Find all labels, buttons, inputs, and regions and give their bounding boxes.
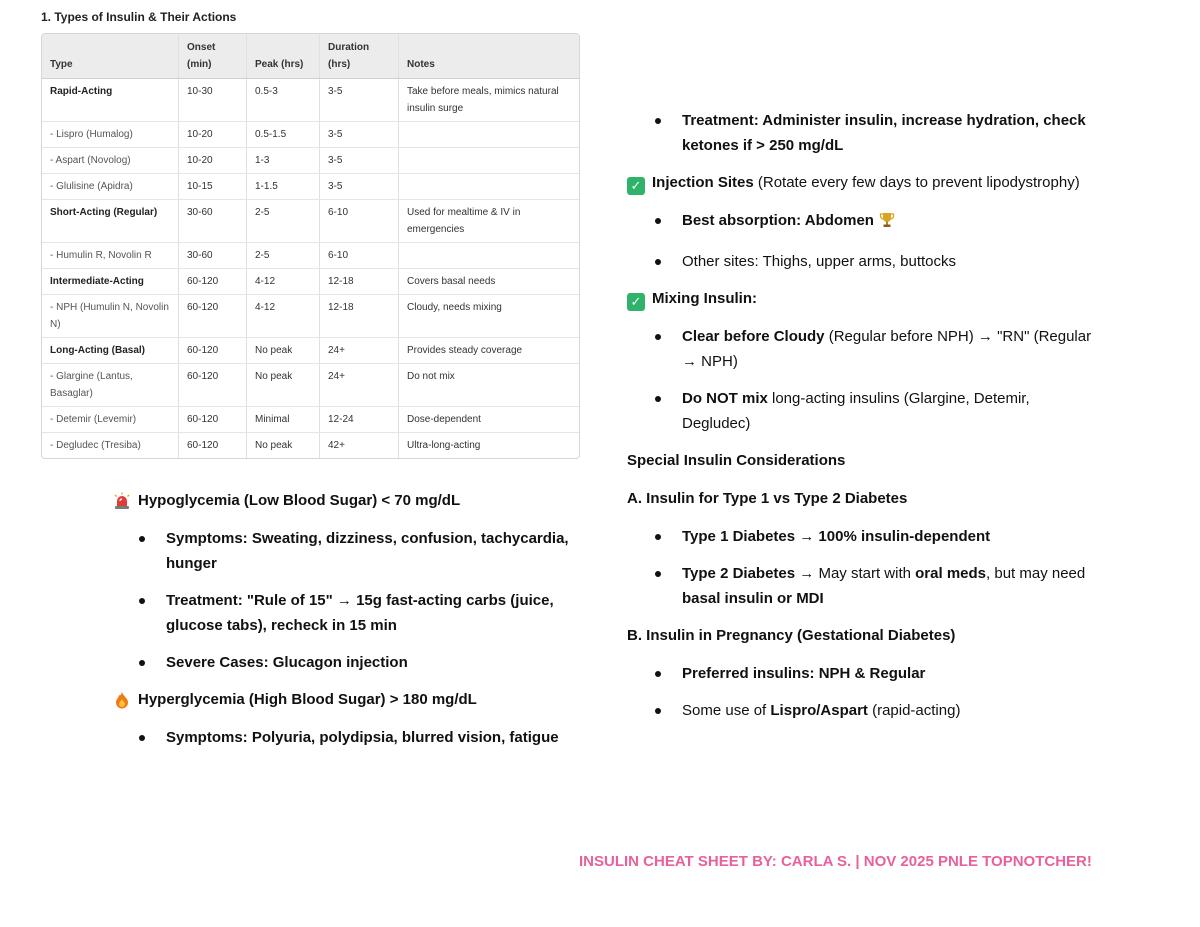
table-row — [42, 79, 579, 122]
list-item: Severe Cases: Glucagon injection — [112, 650, 582, 675]
best-absorption-text: Best absorption: Abdomen — [682, 212, 874, 229]
list-item: Other sites: Thighs, upper arms, buttocks — [627, 249, 1097, 274]
injection-sites-list — [627, 208, 1097, 274]
some-use-text: Some use of — [682, 702, 771, 719]
table-row — [42, 295, 579, 338]
oral-meds-text: oral meds — [915, 565, 987, 582]
list-item: Type 1 Diabetes → 100% insulin-dependent — [627, 524, 1097, 549]
cell-duration: 12-18 — [320, 269, 399, 295]
fire-icon — [112, 690, 132, 710]
cell-duration: 3-5 — [320, 79, 399, 122]
cell-duration: 3-5 — [320, 174, 399, 200]
injection-sites-subtitle: (Rotate every few days to prevent lipodystrophy) — [757, 174, 1080, 191]
cell-notes — [399, 243, 580, 269]
cell-notes: Cloudy, needs mixing — [399, 295, 580, 338]
cell-peak: Minimal — [247, 407, 320, 433]
type2-text-1: → May start with — [795, 565, 916, 582]
header-type: Type — [42, 34, 179, 79]
list-item: Preferred insulins: NPH & Regular — [627, 661, 1097, 686]
cell-onset: 10-15 — [179, 174, 247, 200]
hyperglycemia-continued-list — [627, 108, 1097, 158]
header-onset: Onset (min) — [179, 34, 247, 79]
list-item — [627, 561, 1097, 611]
list-item: Symptoms: Polyuria, polydipsia, blurred vision, fatigue — [112, 725, 582, 750]
cell-peak: 2-5 — [247, 200, 320, 243]
cell-peak: No peak — [247, 338, 320, 364]
table-row — [42, 174, 579, 200]
cell-type: Intermediate-Acting — [42, 269, 179, 295]
table-row — [42, 338, 579, 364]
pregnancy-list — [627, 661, 1097, 723]
table-row — [42, 364, 579, 407]
injection-sites-title: Injection Sites — [652, 174, 754, 191]
cell-duration: 24+ — [320, 364, 399, 407]
do-not-mix-text: Do NOT mix — [682, 390, 768, 407]
cell-type: Short-Acting (Regular) — [42, 200, 179, 243]
mixing-title: Mixing Insulin: — [652, 290, 757, 307]
insulin-types-table — [41, 33, 580, 459]
cell-onset: 30-60 — [179, 243, 247, 269]
cell-type: - Humulin R, Novolin R — [42, 243, 179, 269]
cell-duration: 12-24 — [320, 407, 399, 433]
left-column — [112, 488, 582, 762]
table-row — [42, 269, 579, 295]
type2-text-2: , but may need — [986, 565, 1086, 582]
header-peak: Peak (hrs) — [247, 34, 320, 79]
rapid-acting-text: (rapid-acting) — [867, 702, 961, 719]
cell-onset: 60-120 — [179, 433, 247, 459]
siren-icon — [112, 491, 132, 511]
cell-notes: Dose-dependent — [399, 407, 580, 433]
cell-type: Long-Acting (Basal) — [42, 338, 179, 364]
check-mark-icon: ✓ — [627, 293, 645, 311]
cell-type: - Lispro (Humalog) — [42, 122, 179, 148]
hypoglycemia-list — [112, 526, 582, 675]
cell-onset: 60-120 — [179, 295, 247, 338]
list-item: Treatment: Administer insulin, increase hydration, check ketones if > 250 mg/dL — [627, 108, 1097, 158]
hyperglycemia-list — [112, 725, 582, 750]
table-header-row — [42, 34, 579, 79]
hypoglycemia-title: Hypoglycemia (Low Blood Sugar) < 70 mg/dL — [138, 492, 461, 509]
hypoglycemia-heading — [112, 488, 582, 513]
cell-duration: 3-5 — [320, 148, 399, 174]
cell-onset: 60-120 — [179, 364, 247, 407]
header-duration: Duration (hrs) — [320, 34, 399, 79]
cell-peak: 4-12 — [247, 269, 320, 295]
footer-credit: INSULIN CHEAT SHEET BY: CARLA S. | NOV 2025 PNLE TOPNOTCHER! — [579, 853, 1092, 870]
list-item — [627, 208, 1097, 237]
type2-label: Type 2 Diabetes — [682, 565, 796, 582]
cell-notes — [399, 122, 580, 148]
cell-duration: 12-18 — [320, 295, 399, 338]
cell-onset: 60-120 — [179, 407, 247, 433]
cell-notes: Take before meals, mimics natural insulin surge — [399, 79, 580, 122]
type1-vs-type2-title: A. Insulin for Type 1 vs Type 2 Diabetes — [627, 490, 908, 507]
table-row — [42, 148, 579, 174]
header-notes: Notes — [399, 34, 580, 79]
cell-type: - Detemir (Levemir) — [42, 407, 179, 433]
cell-duration: 3-5 — [320, 122, 399, 148]
pregnancy-title: B. Insulin in Pregnancy (Gestational Diabetes) — [627, 627, 956, 644]
cell-peak: No peak — [247, 433, 320, 459]
cell-onset: 60-120 — [179, 269, 247, 295]
list-item: Treatment: "Rule of 15" → 15g fast-acting carbs (juice, glucose tabs), recheck in 15 min — [112, 588, 582, 638]
cell-onset: 10-20 — [179, 122, 247, 148]
lispro-aspart-text: Lispro/Aspart — [770, 702, 868, 719]
table-row — [42, 407, 579, 433]
cell-peak: No peak — [247, 364, 320, 407]
cell-onset: 10-20 — [179, 148, 247, 174]
table-row — [42, 200, 579, 243]
table-row — [42, 433, 579, 459]
cell-notes — [399, 174, 580, 200]
cell-type: Rapid-Acting — [42, 79, 179, 122]
cell-type: - NPH (Humulin N, Novolin N) — [42, 295, 179, 338]
cell-type: - Degludec (Tresiba) — [50, 440, 141, 451]
cell-type: - Aspart (Novolog) — [42, 148, 179, 174]
cell-notes: Ultra-long-acting — [399, 433, 580, 459]
list-item — [627, 324, 1097, 374]
trophy-icon — [878, 211, 896, 237]
hyperglycemia-title: Hyperglycemia (High Blood Sugar) > 180 mg/dL — [138, 691, 477, 708]
table-section-title: 1. Types of Insulin & Their Actions — [41, 10, 237, 24]
table-row — [42, 243, 579, 269]
do-not-mix-detail: long-acting insulins (Glargine, Detemir, Degludec) — [682, 390, 1030, 432]
mixing-heading — [627, 286, 1097, 311]
mixing-list — [627, 324, 1097, 436]
type-diabetes-list — [627, 524, 1097, 611]
cell-duration: 6-10 — [320, 200, 399, 243]
cell-notes: Covers basal needs — [399, 269, 580, 295]
clear-before-cloudy-text: Clear before Cloudy — [682, 328, 825, 345]
list-item: Symptoms: Sweating, dizziness, confusion, tachycardia, hunger — [112, 526, 582, 576]
cell-notes: Provides steady coverage — [399, 338, 580, 364]
mixing-rule-detail: (Regular before NPH) → "RN" (Regular → NPH) — [682, 328, 1092, 370]
cell-onset: 60-120 — [179, 338, 247, 364]
check-mark-icon: ✓ — [627, 177, 645, 195]
cell-peak: 0.5-3 — [247, 79, 320, 122]
cell-notes — [399, 148, 580, 174]
injection-sites-heading — [627, 170, 1097, 195]
cell-duration: 6-10 — [320, 243, 399, 269]
cell-onset: 10-30 — [179, 79, 247, 122]
cell-notes: Do not mix — [399, 364, 580, 407]
cell-peak: 4-12 — [247, 295, 320, 338]
cell-duration: 42+ — [320, 433, 399, 459]
list-item — [627, 698, 1097, 723]
right-column — [627, 108, 1097, 735]
cell-type: - Glulisine (Apidra) — [42, 174, 179, 200]
cell-duration: 24+ — [320, 338, 399, 364]
cell-peak: 1-3 — [247, 148, 320, 174]
cell-peak: 0.5-1.5 — [247, 122, 320, 148]
table-row — [42, 122, 579, 148]
list-item — [627, 386, 1097, 436]
basal-insulin-text: basal insulin or MDI — [682, 590, 824, 607]
cell-type: - Glargine (Lantus, Basaglar) — [42, 364, 179, 407]
special-considerations-title: Special Insulin Considerations — [627, 452, 846, 469]
cell-onset: 30-60 — [179, 200, 247, 243]
hyperglycemia-heading — [112, 687, 582, 712]
cell-notes: Used for mealtime & IV in emergencies — [399, 200, 580, 243]
cell-peak: 2-5 — [247, 243, 320, 269]
cell-peak: 1-1.5 — [247, 174, 320, 200]
